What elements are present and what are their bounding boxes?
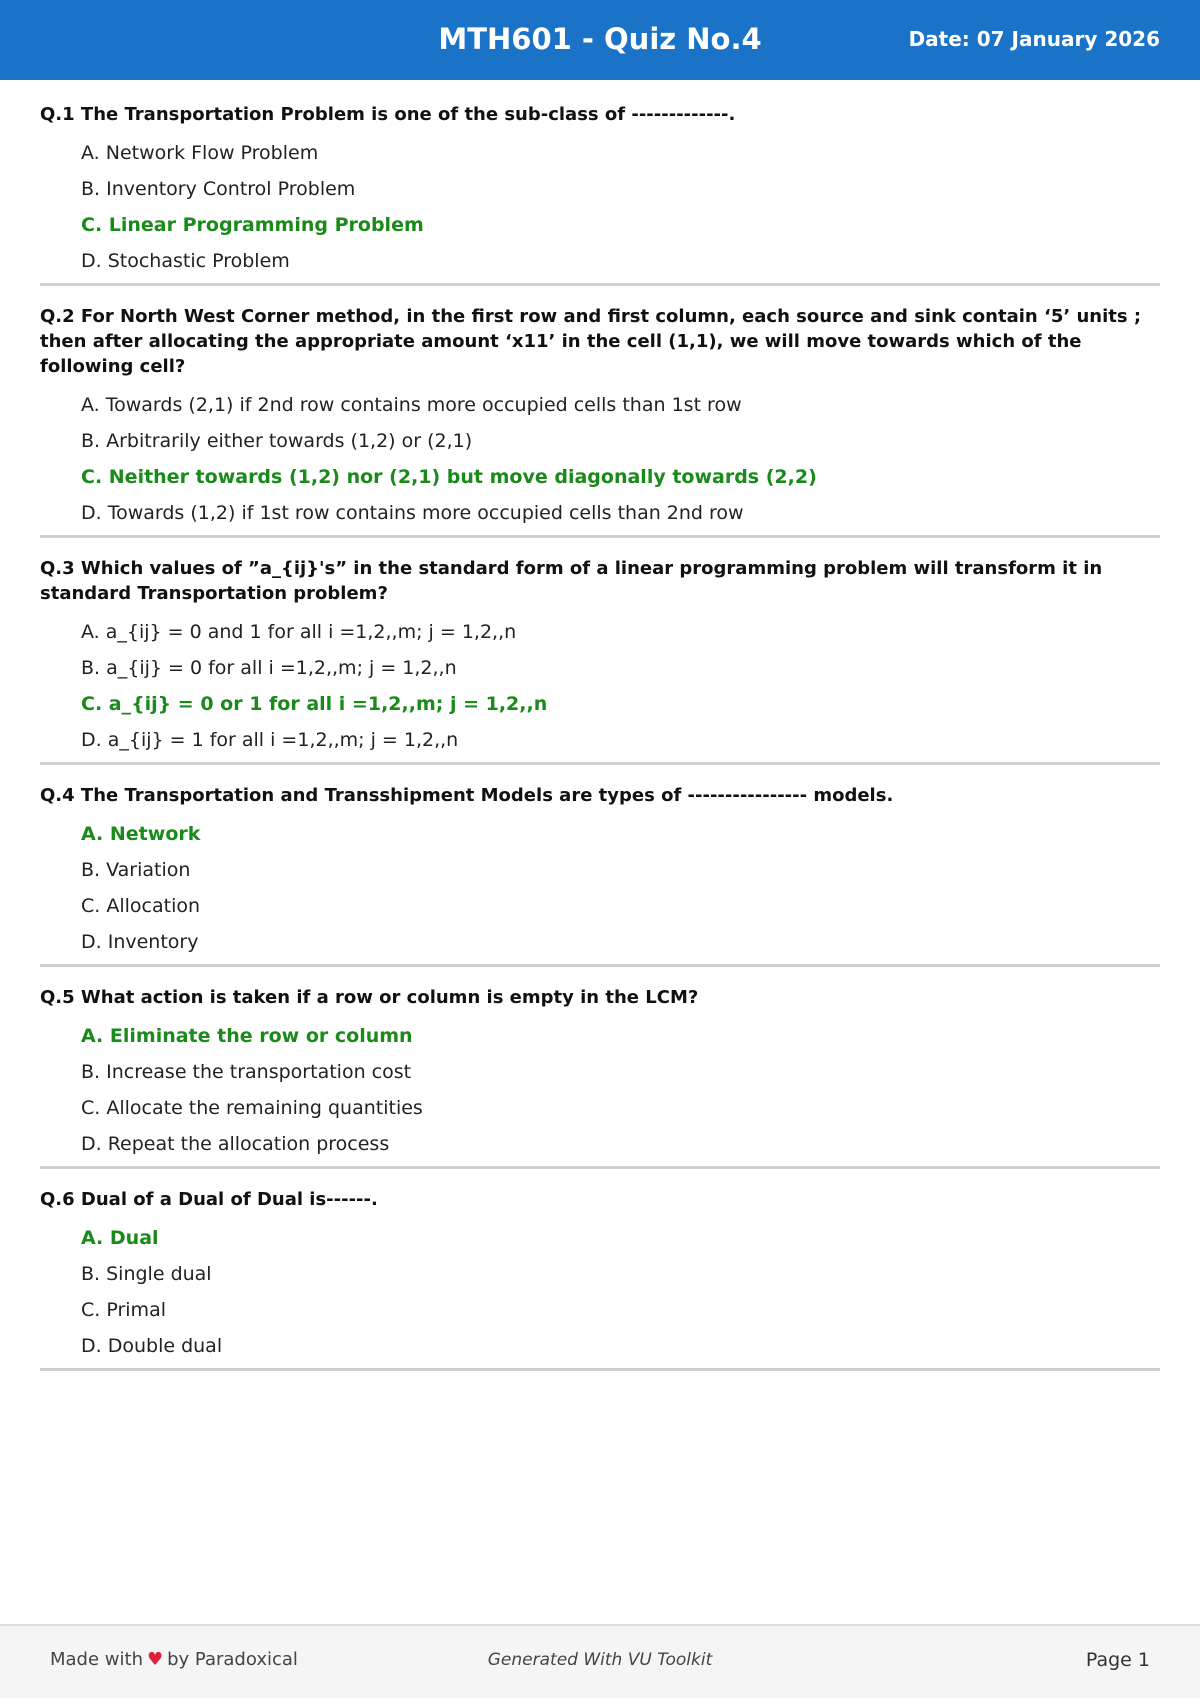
question-text: Q.2 For North West Corner method, in the first row and first column, each source and sink contain ‘5’ units ; then after allocating the appropriate amount ‘x11’ in the cell (1,1), we will move towards which of the following cell?	[40, 306, 1142, 377]
question-block	[40, 102, 1160, 286]
option-list	[40, 614, 1160, 758]
answer-option: A. Network Flow Problem	[81, 142, 319, 164]
question-block	[40, 1187, 1160, 1371]
answer-option: D. Stochastic Problem	[81, 250, 290, 272]
answer-option: B. Increase the transportation cost	[81, 1061, 412, 1083]
answer-option: B. Single dual	[81, 1263, 212, 1285]
answer-option: B. Variation	[81, 859, 191, 881]
correct-option: A. Dual	[81, 1227, 159, 1249]
footer	[0, 1624, 1200, 1698]
question-block	[40, 783, 1160, 967]
option-list	[40, 387, 1160, 531]
author-text: by Paradoxical	[167, 1649, 298, 1670]
generator-note: Generated With VU Toolkit	[487, 1650, 713, 1670]
question-text: Q.4 The Transportation and Transshipment Models are types of ---------------- models.	[40, 785, 894, 806]
answer-option: A. Towards (2,1) if 2nd row contains more occupied cells than 1st row	[81, 394, 742, 416]
question-text: Q.1 The Transportation Problem is one of the sub-class of -------------.	[40, 104, 736, 125]
quiz-date: Date: 07 January 2026	[908, 27, 1160, 51]
correct-option: C. a_{ij} = 0 or 1 for all i =1,2,,m; j = 1,2,,n	[81, 693, 548, 715]
question-text: Q.5 What action is taken if a row or column is empty in the LCM?	[40, 987, 699, 1008]
answer-option: D. Repeat the allocation process	[81, 1133, 390, 1155]
header-bar	[0, 0, 1200, 80]
answer-option: A. a_{ij} = 0 and 1 for all i =1,2,,m; j = 1,2,,n	[81, 621, 517, 643]
answer-option: C. Primal	[81, 1299, 166, 1321]
question-block	[40, 985, 1160, 1169]
answer-option: C. Allocation	[81, 895, 201, 917]
answer-option: C. Allocate the remaining quantities	[81, 1097, 423, 1119]
answer-option: B. a_{ij} = 0 for all i =1,2,,m; j = 1,2,,n	[81, 657, 457, 679]
answer-option: D. Towards (1,2) if 1st row contains more occupied cells than 2nd row	[81, 502, 744, 524]
option-list	[40, 1220, 1160, 1364]
correct-option: A. Eliminate the row or column	[81, 1025, 413, 1047]
correct-option: C. Linear Programming Problem	[81, 214, 424, 236]
question-text: Q.3 Which values of ”a_{ij}'s” in the standard form of a linear programming problem will transform it in standard Transportation problem?	[40, 558, 1103, 604]
answer-option: D. Inventory	[81, 931, 199, 953]
answer-option: B. Arbitrarily either towards (1,2) or (2,1)	[81, 430, 473, 452]
option-list	[40, 135, 1160, 279]
correct-option: A. Network	[81, 823, 201, 845]
answer-option: B. Inventory Control Problem	[81, 178, 356, 200]
question-text: Q.6 Dual of a Dual of Dual is------.	[40, 1189, 378, 1210]
heart-icon: ♥	[146, 1649, 164, 1670]
page-title: MTH601 - Quiz No.4	[438, 22, 762, 56]
answer-option: D. Double dual	[81, 1335, 223, 1357]
question-block	[40, 304, 1160, 538]
correct-option: C. Neither towards (1,2) nor (2,1) but move diagonally towards (2,2)	[81, 466, 817, 488]
made-with-text: Made with	[50, 1649, 143, 1670]
page-number: Page 1	[1085, 1649, 1150, 1671]
questions-list	[40, 92, 1160, 1389]
option-list	[40, 1018, 1160, 1162]
answer-option: D. a_{ij} = 1 for all i =1,2,,m; j = 1,2,,n	[81, 729, 459, 751]
question-block	[40, 556, 1160, 765]
option-list	[40, 816, 1160, 960]
